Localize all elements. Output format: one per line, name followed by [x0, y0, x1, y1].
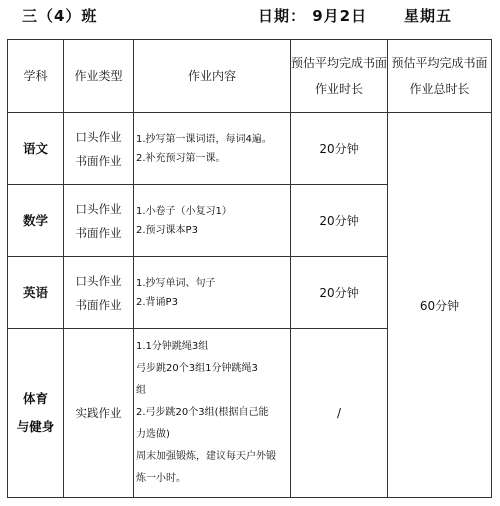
subject-cell: 英语	[8, 257, 64, 329]
subject-line: 体育	[22, 391, 48, 406]
weekday-label: 星期五	[404, 7, 453, 25]
content-line: 2.弓步跳20个3组(根据自己能	[136, 407, 269, 418]
subject-cell	[8, 329, 64, 498]
col-header-type: 作业类型	[64, 40, 134, 113]
col-header-total-time: 预估平均完成书面作业总时长	[388, 40, 492, 113]
content-cell	[134, 329, 291, 498]
table-row	[8, 113, 492, 185]
content-line: 1.小卷子（小复习1）	[136, 205, 232, 217]
type-line: 口头作业	[75, 201, 122, 216]
content-line: 周末加强锻炼，建议每天户外锻	[136, 451, 276, 462]
type-line: 口头作业	[75, 129, 122, 144]
type-cell	[64, 185, 134, 257]
total-time-cell: 60分钟	[388, 113, 492, 498]
content-line: 2.背诵P3	[136, 296, 178, 308]
content-line: 1.抄写单词、句子	[136, 277, 216, 289]
content-cell	[134, 257, 291, 329]
content-line: 1.1分钟跳绳3组	[136, 341, 209, 352]
content-line: 1.抄写第一课词语，每词4遍。	[136, 133, 272, 145]
type-cell	[64, 329, 134, 498]
content-line: 2.预习课本P3	[136, 224, 198, 236]
content-line: 组	[136, 385, 146, 396]
type-cell	[64, 113, 134, 185]
content-line: 2.补充预习第一课。	[136, 152, 226, 164]
col-header-time: 预估平均完成书面作业时长	[291, 40, 388, 113]
content-cell	[134, 113, 291, 185]
type-cell	[64, 257, 134, 329]
class-label: 三（4）班	[22, 7, 98, 25]
col-header-content: 作业内容	[134, 40, 291, 113]
time-cell: 20分钟	[291, 257, 388, 329]
type-line: 实践作业	[75, 406, 122, 420]
subject-line: 与健身	[16, 419, 55, 434]
type-line: 书面作业	[75, 225, 122, 240]
homework-table	[7, 39, 492, 498]
time-cell: 20分钟	[291, 185, 388, 257]
col-header-subject: 学科	[8, 40, 64, 113]
date-label: 日期： 9月2日	[258, 7, 368, 25]
type-line: 口头作业	[75, 273, 122, 288]
type-line: 书面作业	[75, 153, 122, 168]
content-line: 炼一小时。	[136, 473, 186, 484]
content-line: 力选做)	[136, 429, 170, 440]
time-cell: 20分钟	[291, 113, 388, 185]
content-line: 弓步跳20个3组1分钟跳绳3	[136, 363, 258, 374]
time-cell: /	[291, 329, 388, 498]
table-header-row	[8, 40, 492, 113]
subject-cell: 数学	[8, 185, 64, 257]
content-cell	[134, 185, 291, 257]
subject-cell: 语文	[8, 113, 64, 185]
type-line: 书面作业	[75, 297, 122, 312]
